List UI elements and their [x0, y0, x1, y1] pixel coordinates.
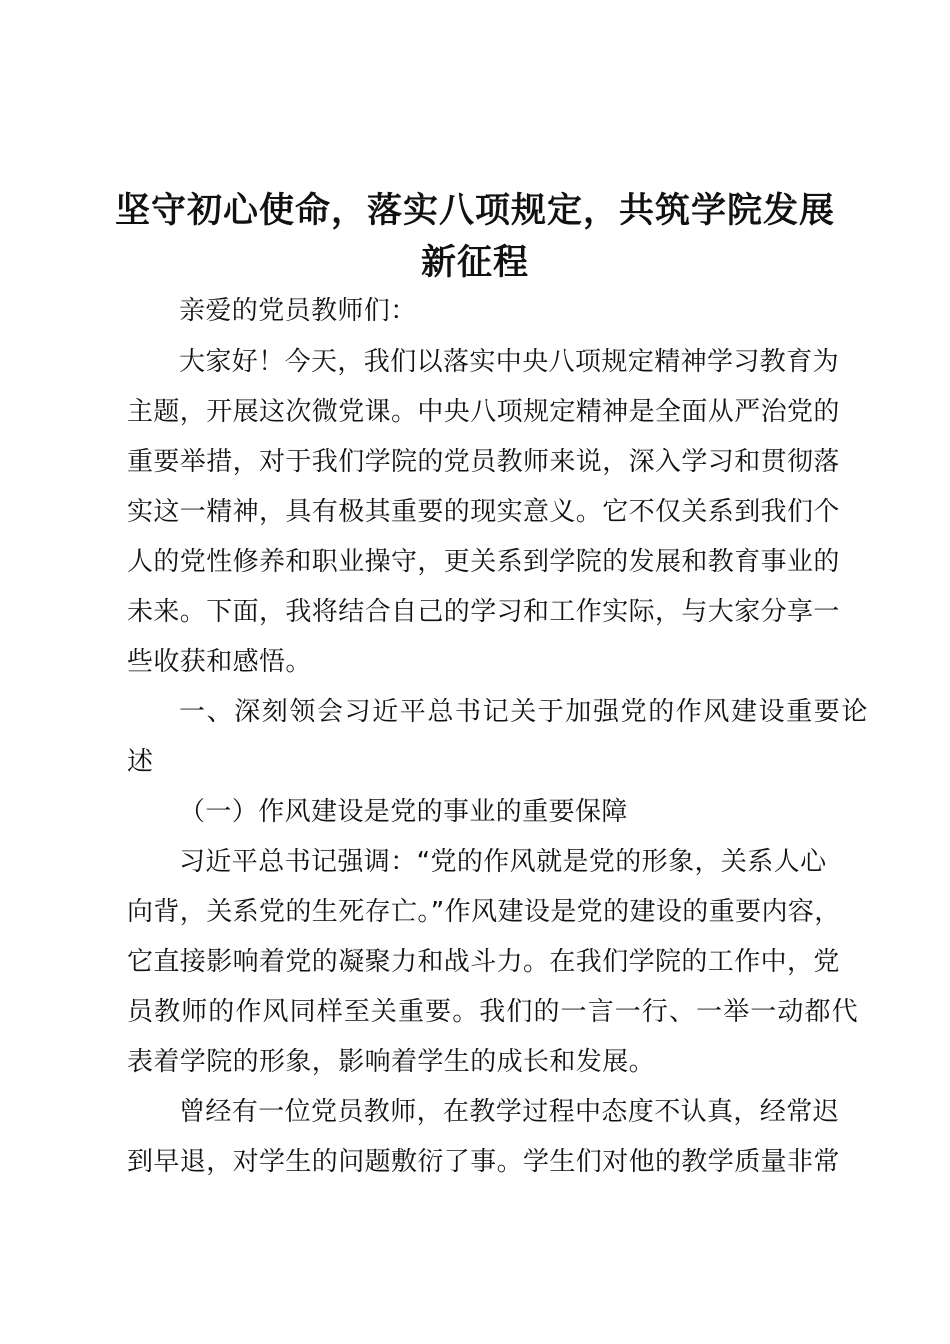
paragraph-1-line-6: 未来。下面，我将结合自己的学习和工作实际，与大家分享一: [127, 597, 840, 627]
paragraph-1-line-7: 些收获和感悟。: [127, 647, 312, 677]
section-1-heading-line-1: 一、深刻领会习近平总书记关于加强党的作风建设重要论: [179, 697, 870, 727]
paragraph-1-line-3: 重要举措，对于我们学院的党员教师来说，深入学习和贯彻落: [127, 447, 840, 477]
paragraph-2-line-1: 习近平总书记强调：“党的作风就是党的形象，关系人心: [179, 847, 827, 877]
paragraph-1-line-2: 主题，开展这次微党课。中央八项规定精神是全面从严治党的: [127, 397, 840, 427]
paragraph-1-line-4: 实这一精神，具有极其重要的现实意义。它不仅关系到我们个: [127, 497, 840, 527]
section-1-heading-line-2: 述: [127, 747, 154, 777]
paragraph-2-line-2: 向背，关系党的生死存亡。”作风建设是党的建设的重要内容，: [127, 897, 841, 927]
paragraph-3-line-1: 曾经有一位党员教师，在教学过程中态度不认真，经常迟: [179, 1097, 840, 1127]
paragraph-2-line-5: 表着学院的形象，影响着学生的成长和发展。: [127, 1047, 656, 1077]
paragraph-3-line-2: 到早退，对学生的问题敷衍了事。学生们对他的教学质量非常: [127, 1147, 840, 1177]
paragraph-1-line-5: 人的党性修养和职业操守，更关系到学院的发展和教育事业的: [127, 547, 840, 577]
subsection-1-heading: （一）作风建设是党的事业的重要保障: [179, 797, 628, 827]
paragraph-2-line-4: 员教师的作风同样至关重要。我们的一言一行、一举一动都代: [127, 997, 859, 1027]
paragraph-1-line-1: 大家好！今天，我们以落实中央八项规定精神学习教育为: [179, 347, 840, 377]
salutation: 亲爱的党员教师们：: [179, 296, 417, 326]
document-title-line-1: 坚守初心使命，落实八项规定，共筑学院发展: [114, 191, 835, 231]
paragraph-2-line-3: 它直接影响着党的凝聚力和战斗力。在我们学院的工作中，党: [127, 947, 840, 977]
document-title-line-2: 新征程: [420, 243, 529, 283]
